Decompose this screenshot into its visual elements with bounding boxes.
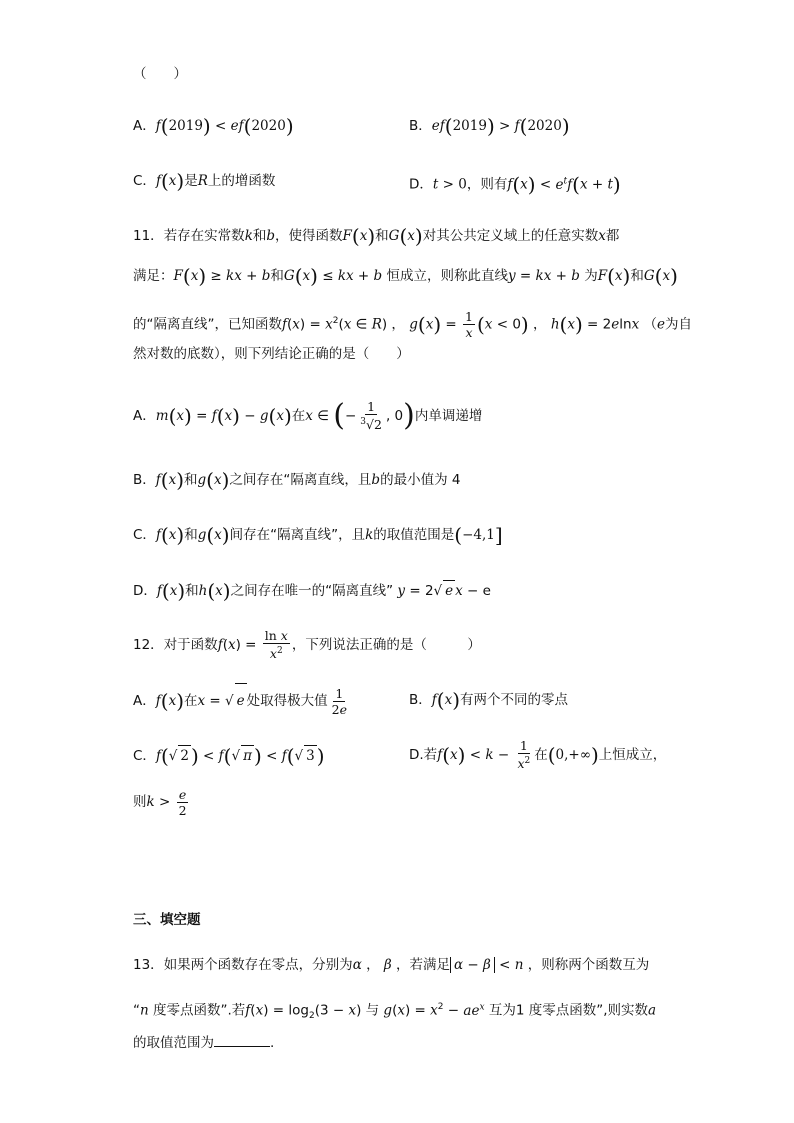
- q11-option-c: C．f(x)和g(x)间存在“隔离直线”，且k的取值范围是(−4,1]: [133, 523, 503, 547]
- q11-option-a: A．m(x) = f(x) − g(x)在x ∈ (− $\frac{1}{^3√2}$ , 0)内单调递增: [133, 398, 483, 433]
- q11-option-d: D．f(x)和h(x)之间存在唯一的“隔离直线” y = 2√ e x − e: [133, 579, 491, 603]
- answer-blank[interactable]: [214, 1034, 270, 1047]
- q12-option-b: B．f(x)有两个不同的零点: [409, 688, 569, 712]
- q12-option-d-line2: 则k > $\frac{e}{2}$: [133, 786, 187, 818]
- q12-stem: 12．对于函数f(x) = $\frac{\text{ln x}}{x^2}$ ，下列说法正确的是（ ）: [133, 628, 481, 662]
- answer-paren: （ ）: [133, 66, 187, 82]
- q13-line1: 13．如果两个函数存在零点，分别为α ， β ，若满足 α − β < n ，则称两个函数互为: [133, 957, 650, 973]
- q11-stem-line4: 然对数的底数），则下列结论正确的是（ ）: [133, 346, 410, 362]
- q11-stem-line3: 的“隔离直线”，已知函数$f(x) = x^2(x$ ∈ R) ， g(x) = $\frac{1}{x}$ (x < 0) ， h(x) = 2elnx （e为自: [133, 309, 692, 340]
- q13-line3: 的取值范围为 .: [133, 1035, 275, 1051]
- q12-option-d: D.若f(x) < k − $\frac{1}{x^2}$ 在(0,+∞)上恒成立，: [409, 738, 667, 772]
- section-heading-fill-in: 三、填空题: [133, 912, 201, 928]
- q13-line2: “n 度零点函数”.若$f(x) = \log_2(3 - x)$ 与 $g(x) = x^2 - ae^x$ 互为1 度零点函数”,则实数a: [133, 1002, 657, 1022]
- q11-stem-line2: 满足：F(x) ≥ kx + b和G(x) ≤ kx + b 恒成立，则称此直线y = kx + b 为F(x)和G(x): [133, 264, 678, 288]
- q11-stem-line1: 11．若存在实常数k和b，使得函数F(x)和G(x)对其公共定义域上的任意实数x都: [133, 224, 620, 248]
- q10-option-d: D．t > 0，则有$f(x) < e^tf(x + t)$: [409, 172, 621, 197]
- q10-option-b: B．ef(2019) > f(2020): [409, 114, 570, 138]
- q10-option-a: A．f(2019) < ef(2020): [133, 114, 294, 138]
- q12-option-c: C．f(√ 2 ) < f(√ π ) < f(√ 3 ): [133, 744, 325, 768]
- q12-option-a: A．f(x)在x = √ e 处取得极大值 $\frac{1}{2e}$: [133, 683, 351, 718]
- q11-option-b: B．f(x)和g(x)之间存在“隔离直线，且b的最小值为 4: [133, 468, 461, 492]
- q10-option-c: C．f(x)是R上的增函数: [133, 169, 276, 193]
